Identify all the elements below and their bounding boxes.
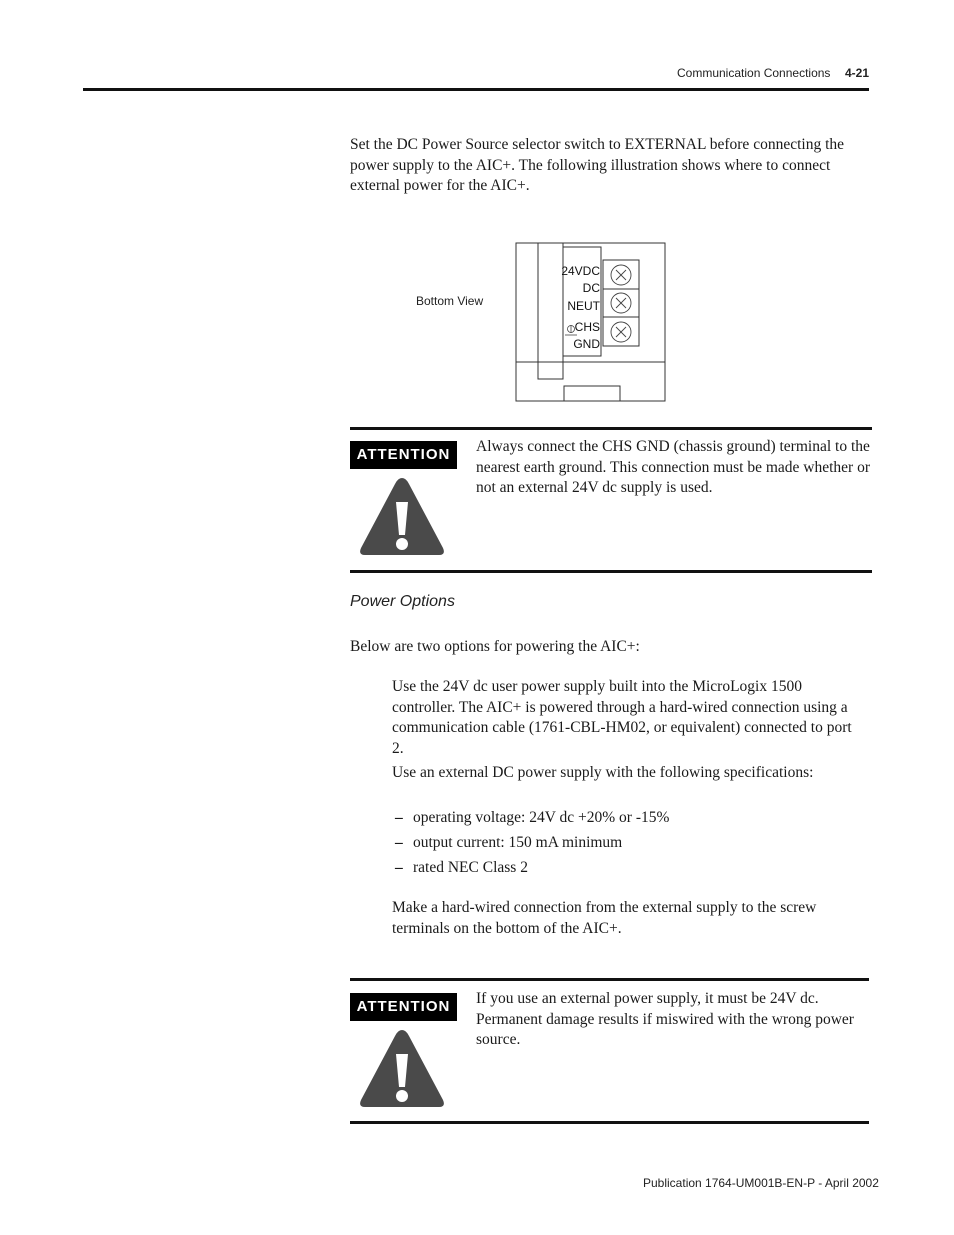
screw-icon-1 bbox=[611, 265, 631, 285]
attention-bottom-rule bbox=[350, 570, 872, 573]
intro-paragraph: Set the DC Power Source selector switch to EXTERNAL before connecting the power supply to the AIC+. The following illustration shows where to connect external power for the AIC+. bbox=[350, 136, 845, 194]
attention-bottom-rule bbox=[350, 1121, 869, 1124]
warning-triangle-icon bbox=[357, 474, 447, 558]
dash-bullet: – bbox=[395, 834, 403, 851]
spec-text: rated NEC Class 2 bbox=[413, 859, 528, 876]
screw-icon-3 bbox=[611, 322, 631, 342]
screw-icon-2 bbox=[611, 293, 631, 313]
publication-footer: Publication 1764-UM001B-EN-P - April 2002 bbox=[643, 1176, 879, 1190]
bottom-tab bbox=[564, 386, 620, 401]
section-title: Power Options bbox=[350, 593, 455, 610]
option-builtin-supply: Use the 24V dc user power supply built into the MicroLogix 1500 controller. The AIC+ is powered through a hard-wired connection using a communication cable (1761-CBL-HM02, or equivalent) connected to port 2. bbox=[392, 678, 852, 757]
terminal-label-gnd: GND bbox=[573, 337, 600, 351]
hardwire-paragraph: Make a hard-wired connection from the external supply to the screw terminals on the bottom of the AIC+. bbox=[392, 899, 817, 937]
terminal-label-neut: NEUT bbox=[567, 299, 600, 313]
options-intro: Below are two options for powering the AIC+: bbox=[350, 638, 640, 655]
warning-triangle-icon bbox=[357, 1026, 447, 1110]
attention-text: If you use an external power supply, it must be 24V dc. Permanent damage results if miswired with the wrong power source. bbox=[476, 990, 854, 1048]
dash-bullet: – bbox=[395, 859, 403, 876]
spec-item bbox=[395, 833, 622, 854]
attention-top-rule bbox=[350, 978, 869, 981]
header-rule bbox=[83, 88, 869, 91]
terminal-label-24vdc: 24VDC bbox=[561, 264, 600, 278]
terminal-label-dc: DC bbox=[582, 281, 600, 295]
bottom-view-label: Bottom View bbox=[416, 294, 484, 308]
running-header-section: Communication Connections bbox=[677, 66, 831, 80]
spec-item bbox=[395, 808, 669, 829]
attention-label: ATTENTION bbox=[350, 441, 457, 469]
spec-item bbox=[395, 858, 528, 879]
page-number: 4-21 bbox=[845, 66, 870, 80]
dash-bullet: – bbox=[395, 809, 403, 826]
spec-text: operating voltage: 24V dc +20% or -15% bbox=[413, 809, 670, 826]
terminal-label-chs: CHS bbox=[574, 320, 600, 334]
attention-text: Always connect the CHS GND (chassis ground) terminal to the nearest earth ground. This connection must be made whether or not an external 24V dc supply is used. bbox=[476, 438, 870, 496]
option-external-supply: Use an external DC power supply with the following specifications: bbox=[392, 764, 814, 781]
attention-label: ATTENTION bbox=[350, 993, 457, 1021]
attention-top-rule bbox=[350, 427, 872, 430]
spec-text: output current: 150 mA minimum bbox=[413, 834, 623, 851]
